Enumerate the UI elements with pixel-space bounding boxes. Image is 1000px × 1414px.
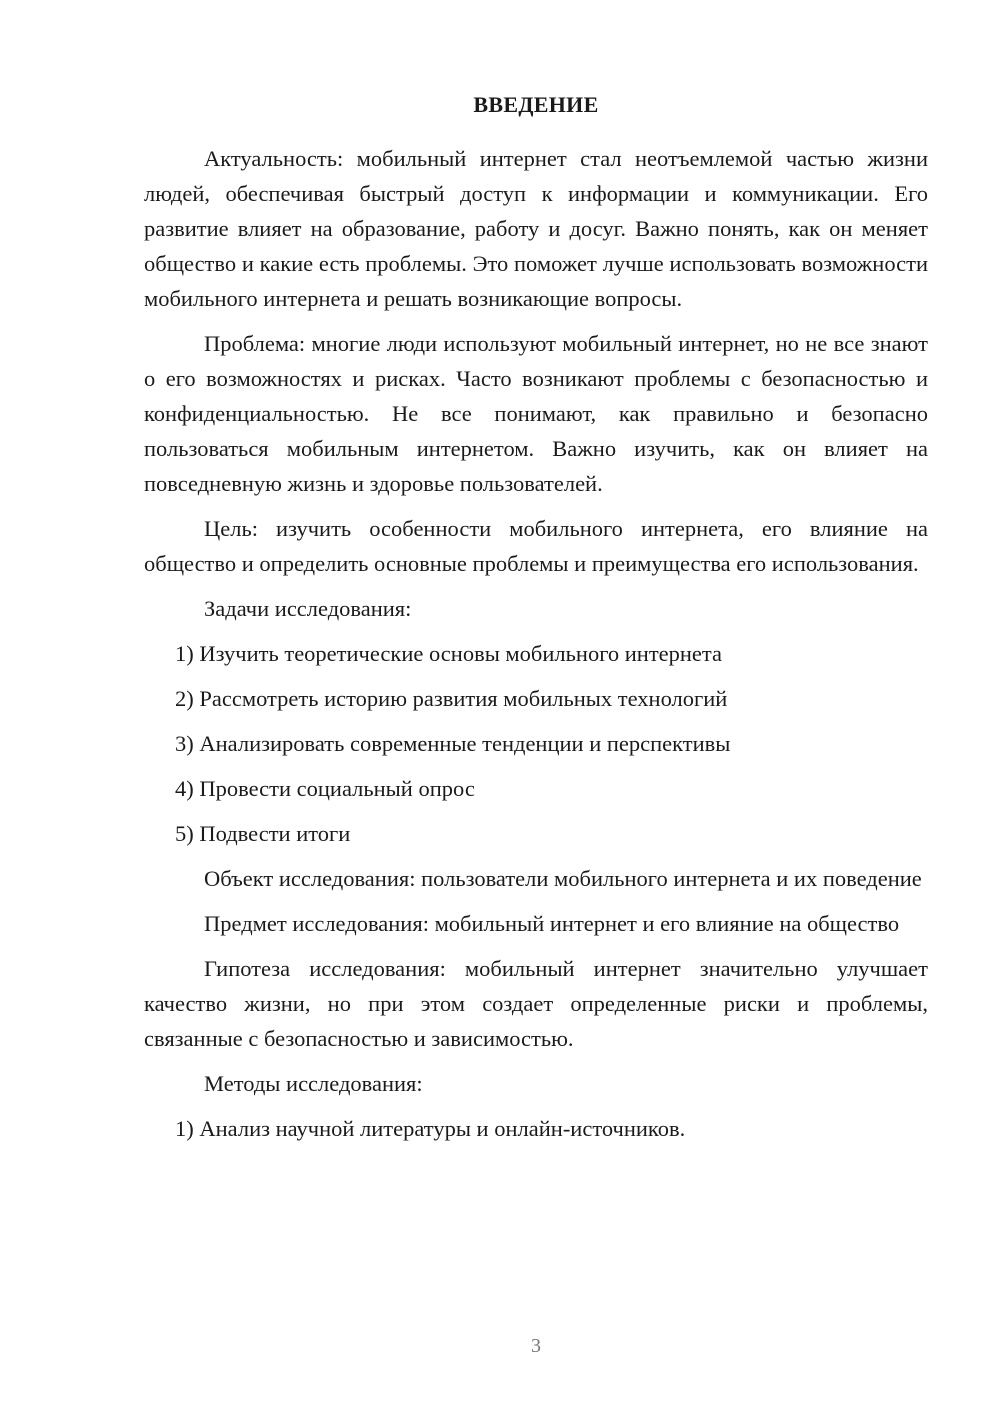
- problem-paragraph: Проблема: многие люди используют мобильный интернет, но не все знают о его возможностях и рисках. Часто возникают проблемы с безопасностью и конфиденциальностью. Не все понимают, как правильно и безопасно пользоваться мобильным интернетом. Важно изучить, как он влияет на повседневную жизнь и здоровье пользователей.: [144, 331, 928, 496]
- document-body: [144, 141, 928, 1156]
- task-number: 2): [175, 686, 194, 711]
- subject-paragraph: Предмет исследования: мобильный интернет и его влияние на общество: [204, 911, 900, 936]
- method-item: [144, 1111, 928, 1146]
- task-item: [144, 681, 928, 716]
- page-title: ВВЕДЕНИЕ: [473, 92, 599, 117]
- task-item: [144, 771, 928, 806]
- method-number: 1): [175, 1116, 194, 1141]
- task-text: Изучить теоретические основы мобильного интернета: [199, 641, 723, 666]
- methods-heading: Методы исследования:: [204, 1071, 423, 1096]
- task-number: 5): [175, 821, 194, 846]
- task-number: 4): [175, 776, 194, 801]
- task-text: Подвести итоги: [199, 821, 351, 846]
- task-item: [144, 816, 928, 851]
- task-number: 3): [175, 731, 194, 756]
- goal-paragraph: Цель: изучить особенности мобильного интернета, его влияние на общество и определить основные проблемы и преимущества его использования.: [144, 516, 928, 576]
- task-text: Провести социальный опрос: [199, 776, 475, 801]
- page-number: 3: [531, 1335, 541, 1357]
- object-paragraph: Объект исследования: пользователи мобильного интернета и их поведение: [204, 866, 922, 891]
- relevance-paragraph: Актуальность: мобильный интернет стал неотъемлемой частью жизни людей, обеспечивая быстрый доступ к информации и коммуникации. Его развитие влияет на образование, работу и досуг. Важно понять, как он меняет общество и какие есть проблемы. Это поможет лучше использовать возможности мобильного интернета и решать возникающие вопросы.: [144, 146, 928, 311]
- hypothesis-paragraph: Гипотеза исследования: мобильный интернет значительно улучшает качество жизни, но при этом создает определенные риски и проблемы, связанные с безопасностью и зависимостью.: [144, 956, 928, 1051]
- task-item: [144, 726, 928, 761]
- document-page: [144, 0, 928, 1414]
- task-number: 1): [175, 641, 194, 666]
- task-text: Анализировать современные тенденции и перспективы: [199, 731, 731, 756]
- tasks-heading: Задачи исследования:: [204, 596, 412, 621]
- task-text: Рассмотреть историю развития мобильных технологий: [199, 686, 728, 711]
- method-text: Анализ научной литературы и онлайн-источников.: [199, 1116, 686, 1141]
- task-item: [144, 636, 928, 671]
